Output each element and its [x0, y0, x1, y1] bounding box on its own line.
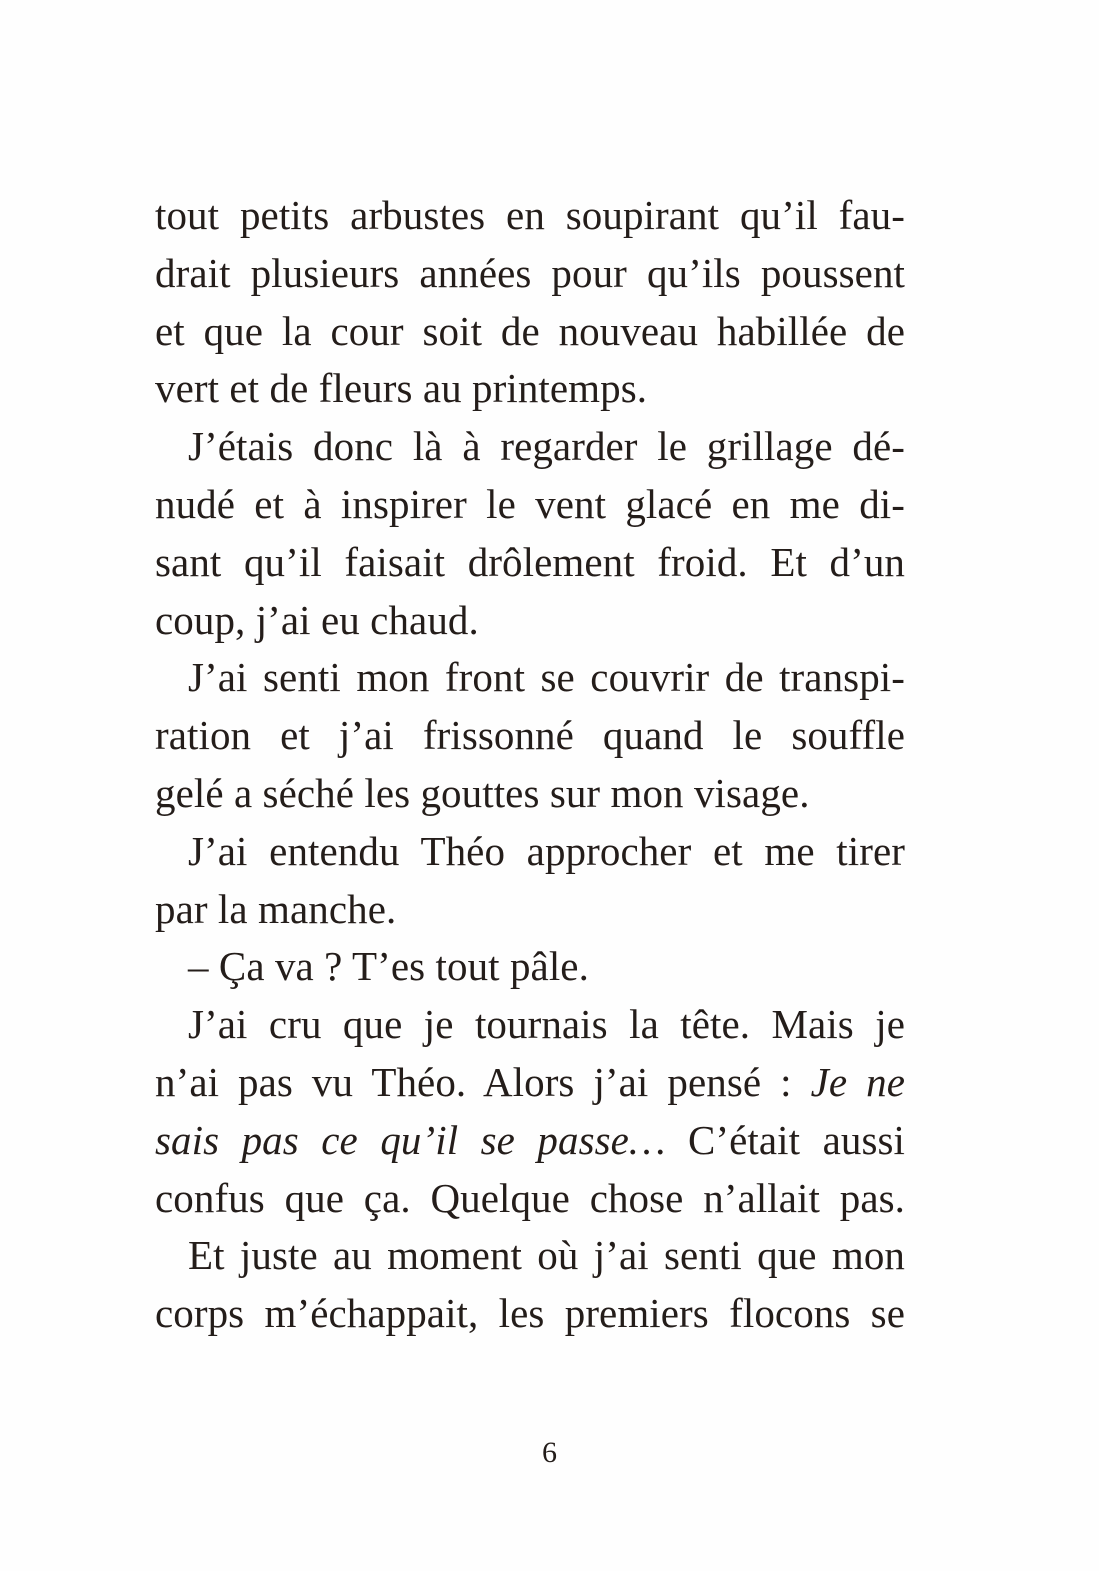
text-line [155, 1054, 905, 1112]
text-segment: J’ai senti mon front se couvrir de transpi- [188, 654, 905, 701]
text-segment: – Ça va ? T’es tout pâle. [188, 943, 589, 990]
text-line [155, 360, 905, 418]
text-segment: par la manche. [155, 885, 397, 932]
italic-text-segment: sais pas ce qu’il se passe… [155, 1116, 688, 1163]
text-line [155, 534, 905, 592]
text-line [155, 938, 905, 996]
text-segment: Et juste au moment où j’ai senti que mon [188, 1232, 905, 1279]
text-line [155, 418, 905, 476]
text-segment: J’ai entendu Théo approcher et me tirer [188, 827, 905, 874]
text-line [155, 1285, 905, 1343]
page-number: 6 [542, 1436, 557, 1469]
text-line [155, 1170, 905, 1228]
text-line [155, 245, 905, 303]
text-line [155, 476, 905, 534]
text-line [155, 187, 905, 245]
text-segment: ration et j’ai frissonné quand le souffle [155, 712, 905, 759]
text-line [155, 996, 905, 1054]
italic-text-segment: Je ne [810, 1058, 905, 1105]
text-segment: tout petits arbustes en soupirant qu’il fau- [155, 192, 905, 238]
text-segment: C’était aussi [687, 1116, 905, 1163]
text-segment: J’ai cru que je tournais la tête. Mais je [188, 1001, 905, 1048]
text-segment: n’ai pas vu Théo. Alors j’ai pensé : [155, 1058, 811, 1105]
text-line [155, 881, 905, 939]
text-segment: sant qu’il faisait drôlement froid. Et d’un [155, 538, 905, 585]
text-block [155, 187, 905, 1343]
text-segment: gelé a séché les gouttes sur mon visage. [155, 769, 810, 816]
text-line [155, 823, 905, 881]
text-segment: vert et de fleurs au printemps. [155, 365, 648, 412]
text-segment: drait plusieurs années pour qu’ils poussent [155, 249, 905, 296]
text-segment: J’étais donc là à regarder le grillage dé- [188, 423, 905, 470]
text-segment: nudé et à inspirer le vent glacé en me di- [155, 480, 905, 527]
text-line [155, 1112, 905, 1170]
text-line [155, 649, 905, 707]
text-line [155, 765, 905, 823]
text-line [155, 592, 905, 650]
text-segment: confus que ça. Quelque chose n’allait pas. [155, 1174, 905, 1221]
text-segment: corps m’échappait, les premiers flocons se [155, 1290, 905, 1337]
text-segment: et que la cour soit de nouveau habillée de [155, 307, 905, 354]
text-segment: coup, j’ai eu chaud. [155, 596, 479, 643]
text-line [155, 1227, 905, 1285]
text-line [155, 707, 905, 765]
text-line [155, 303, 905, 361]
